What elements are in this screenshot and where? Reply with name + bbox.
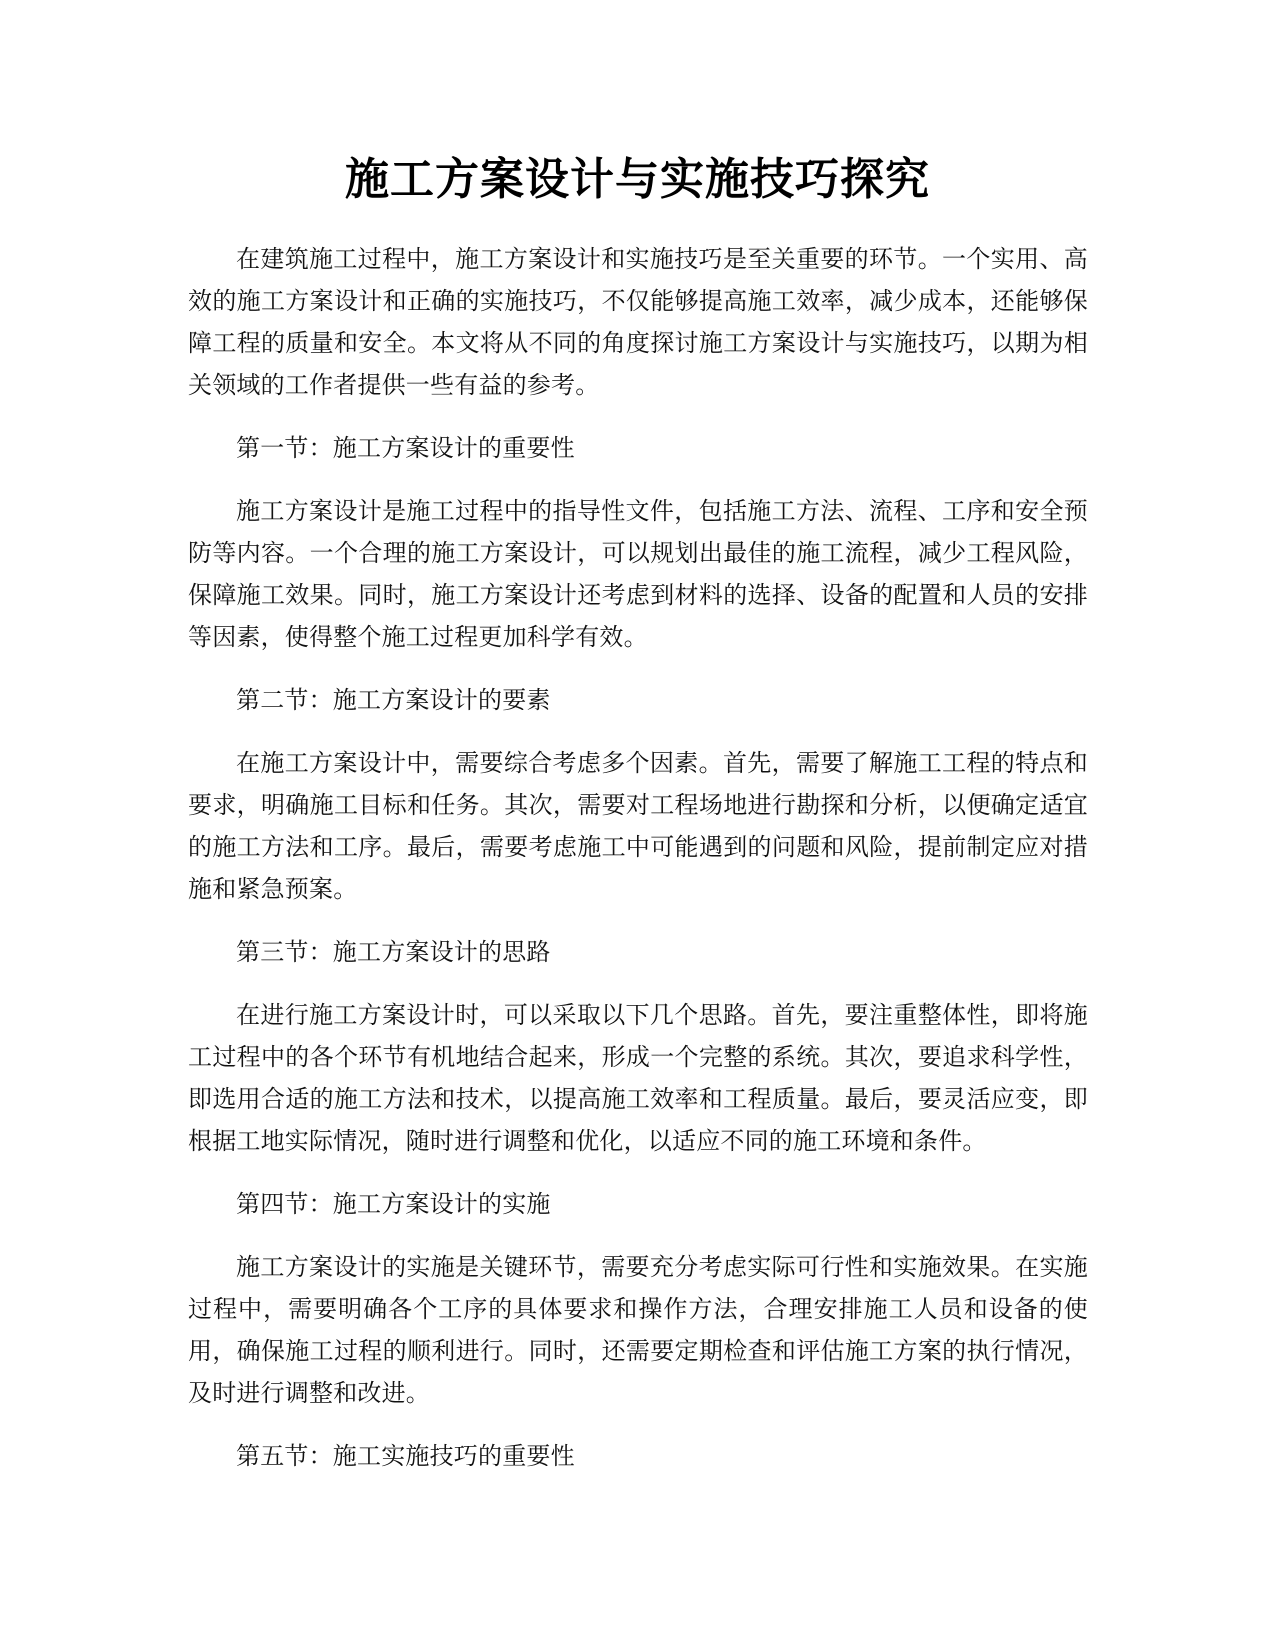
section-4-paragraph: 施工方案设计的实施是关键环节，需要充分考虑实际可行性和实施效果。在实施过程中，需要明确各个工序的具体要求和操作方法，合理安排施工人员和设备的使用，确保施工过程的顺利进行。同时，还需要定期检查和评估施工方案的执行情况，及时进行调整和改进。 [188, 1253, 1088, 1407]
section-heading-2: 第二节：施工方案设计的要素 [236, 686, 551, 714]
intro-paragraph: 在建筑施工过程中，施工方案设计和实施技巧是至关重要的环节。一个实用、高效的施工方案设计和正确的实施技巧，不仅能够提高施工效率，减少成本，还能够保障工程的质量和安全。本文将从不同的角度探讨施工方案设计与实施技巧，以期为相关领域的工作者提供一些有益的参考。 [188, 245, 1088, 399]
section-heading-4: 第四节：施工方案设计的实施 [236, 1190, 551, 1218]
section-3-paragraph: 在进行施工方案设计时，可以采取以下几个思路。首先，要注重整体性，即将施工过程中的各个环节有机地结合起来，形成一个完整的系统。其次，要追求科学性，即选用合适的施工方法和技术，以提高施工效率和工程质量。最后，要灵活应变，即根据工地实际情况，随时进行调整和优化，以适应不同的施工环境和条件。 [188, 1001, 1088, 1155]
section-heading-1: 第一节：施工方案设计的重要性 [236, 434, 575, 462]
section-heading-5: 第五节：施工实施技巧的重要性 [236, 1442, 575, 1470]
document-body [188, 238, 1088, 1498]
section-2-paragraph: 在施工方案设计中，需要综合考虑多个因素。首先，需要了解施工工程的特点和要求，明确施工目标和任务。其次，需要对工程场地进行勘探和分析，以便确定适宜的施工方法和工序。最后，需要考虑施工中可能遇到的问题和风险，提前制定应对措施和紧急预案。 [188, 749, 1088, 903]
section-heading-3: 第三节：施工方案设计的思路 [236, 938, 551, 966]
document-title: 施工方案设计与实施技巧探究 [345, 154, 930, 205]
section-1-paragraph: 施工方案设计是施工过程中的指导性文件，包括施工方法、流程、工序和安全预防等内容。一个合理的施工方案设计，可以规划出最佳的施工流程，减少工程风险，保障施工效果。同时，施工方案设计还考虑到材料的选择、设备的配置和人员的安排等因素，使得整个施工过程更加科学有效。 [188, 497, 1088, 651]
